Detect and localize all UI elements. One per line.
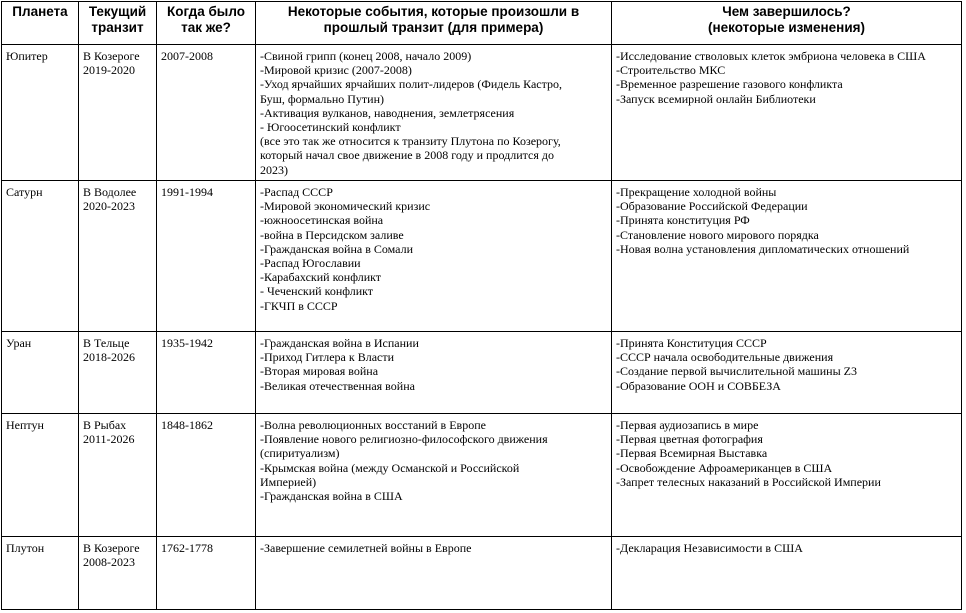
current-transit-cell bbox=[79, 45, 157, 181]
event-line: - Югоосетинский конфликт bbox=[260, 120, 401, 135]
event-line: -ГКЧП в СССР bbox=[260, 298, 338, 313]
transit-years: 2011-2026 bbox=[83, 432, 135, 447]
result-line: -Становление нового мирового порядка bbox=[616, 227, 819, 242]
result-line: -Запрет телесных наказаний в Российской Империи bbox=[616, 474, 881, 489]
result-line: -Прекращение холодной войны bbox=[616, 185, 777, 199]
events-cell bbox=[256, 45, 612, 181]
planet-name: Плутон bbox=[6, 541, 45, 555]
transit-years: 2008-2023 bbox=[83, 555, 135, 570]
results-cell bbox=[612, 537, 962, 610]
event-line: (спиритуализм) bbox=[260, 446, 340, 461]
result-line: -Освобождение Афроамериканцев в США bbox=[616, 460, 833, 475]
planet-cell bbox=[2, 45, 79, 181]
event-line: -Волна революционных восстаний в Европе bbox=[260, 418, 486, 432]
result-line: -Строительство МКС bbox=[616, 63, 726, 78]
event-line: -Распад Югославии bbox=[260, 256, 361, 271]
events-cell bbox=[256, 414, 612, 537]
event-line: -Великая отечественная война bbox=[260, 378, 415, 393]
event-line: Буш, формально Путин) bbox=[260, 91, 385, 106]
events-cell bbox=[256, 181, 612, 332]
table-row bbox=[2, 332, 962, 414]
past-years: 1935-1942 bbox=[161, 336, 213, 350]
result-line: -Создание первой вычислительной машины Z3 bbox=[616, 364, 857, 379]
past-years: 2007-2008 bbox=[161, 49, 213, 63]
event-line: -Карабахский конфликт bbox=[260, 270, 382, 285]
transit-years: 2019-2020 bbox=[83, 63, 135, 78]
transit-sign: В Рыбах bbox=[83, 418, 127, 432]
header-row bbox=[2, 2, 962, 45]
past-transit-cell bbox=[157, 414, 256, 537]
events-cell bbox=[256, 332, 612, 414]
event-line: -Вторая мировая война bbox=[260, 364, 379, 379]
event-line: -Завершение семилетней войны в Европе bbox=[260, 541, 472, 555]
header-events: Некоторые события, которые произошли в прошлый транзит (для примера) bbox=[256, 2, 612, 45]
results-cell bbox=[612, 45, 962, 181]
event-line: -Свиной грипп (конец 2008, начало 2009) bbox=[260, 49, 472, 63]
result-line: -Временное разрешение газового конфликта bbox=[616, 77, 843, 92]
results-cell bbox=[612, 332, 962, 414]
event-line: который начал свое движение в 2008 году и продлится до bbox=[260, 148, 554, 163]
event-line: -Гражданская война в Сомали bbox=[260, 241, 414, 256]
result-line: -СССР начала освободительные движения bbox=[616, 350, 834, 365]
result-line: -Образование Российской Федерации bbox=[616, 199, 808, 214]
event-line: -Мировой кризис (2007-2008) bbox=[260, 63, 412, 78]
transit-sign: В Козероге bbox=[83, 541, 140, 555]
transit-years: 2020-2023 bbox=[83, 199, 135, 214]
current-transit-cell bbox=[79, 537, 157, 610]
header-planet: Планета bbox=[2, 2, 79, 45]
table-row bbox=[2, 537, 962, 610]
event-line: (все это так же относится к транзиту Плутона по Козерогу, bbox=[260, 134, 561, 149]
event-line: -война в Персидском заливе bbox=[260, 227, 404, 242]
past-transit-cell bbox=[157, 332, 256, 414]
past-transit-cell bbox=[157, 45, 256, 181]
events-cell bbox=[256, 537, 612, 610]
result-line: -Новая волна установления дипломатических отношений bbox=[616, 241, 910, 256]
past-years: 1762-1778 bbox=[161, 541, 213, 555]
past-transit-cell bbox=[157, 537, 256, 610]
current-transit-cell bbox=[79, 332, 157, 414]
event-line: -Приход Гитлера к Власти bbox=[260, 350, 395, 365]
result-line: -Декларация Независимости в США bbox=[616, 541, 803, 555]
result-line: -Первая цветная фотография bbox=[616, 432, 763, 447]
event-line: -Появление нового религиозно-философского движения bbox=[260, 432, 548, 447]
planet-name: Сатурн bbox=[6, 185, 43, 199]
result-line: -Первая аудиозапись в мире bbox=[616, 418, 759, 432]
header-transit: Текущий транзит bbox=[79, 2, 157, 45]
result-line: -Первая Всемирная Выставка bbox=[616, 446, 768, 461]
result-line: -Исследование стволовых клеток эмбриона человека в США bbox=[616, 49, 926, 63]
event-line: -Гражданская война в Испании bbox=[260, 336, 419, 350]
event-line: -Распад СССР bbox=[260, 185, 333, 199]
past-years: 1991-1994 bbox=[161, 185, 213, 199]
transit-sign: В Тельце bbox=[83, 336, 130, 350]
result-line: -Образование ООН и СОВБЕЗА bbox=[616, 378, 781, 393]
event-line: Империей) bbox=[260, 474, 317, 489]
planet-name: Юпитер bbox=[6, 49, 48, 63]
header-years: Когда было так же? bbox=[157, 2, 256, 45]
current-transit-cell bbox=[79, 181, 157, 332]
current-transit-cell bbox=[79, 414, 157, 537]
planet-cell bbox=[2, 537, 79, 610]
event-line: -Крымская война (между Османской и Российской bbox=[260, 460, 520, 475]
result-line: -Запуск всемирной онлайн Библиотеки bbox=[616, 91, 816, 106]
planet-cell bbox=[2, 414, 79, 537]
transit-sign: В Водолее bbox=[83, 185, 137, 199]
transits-table bbox=[1, 1, 962, 610]
event-line: -Гражданская война в США bbox=[260, 489, 403, 504]
transit-sign: В Козероге bbox=[83, 49, 140, 63]
past-years: 1848-1862 bbox=[161, 418, 213, 432]
planet-name: Нептун bbox=[6, 418, 44, 432]
result-line: -Принята Конституция СССР bbox=[616, 336, 767, 350]
result-line: -Принята конституция РФ bbox=[616, 213, 750, 228]
planet-name: Уран bbox=[6, 336, 32, 350]
event-line: -Активация вулканов, наводнения, землетрясения bbox=[260, 105, 515, 120]
results-cell bbox=[612, 181, 962, 332]
planet-cell bbox=[2, 181, 79, 332]
event-line: -Уход ярчайших ярчайших полит-лидеров (Фидель Кастро, bbox=[260, 77, 563, 92]
table-row bbox=[2, 181, 962, 332]
results-cell bbox=[612, 414, 962, 537]
transit-years: 2018-2026 bbox=[83, 350, 135, 365]
header-results: Чем завершилось? (некоторые изменения) bbox=[612, 2, 962, 45]
event-line: - Чеченский конфликт bbox=[260, 284, 374, 299]
event-line: -южноосетинская война bbox=[260, 213, 384, 228]
event-line: 2023) bbox=[260, 162, 288, 177]
table-row bbox=[2, 414, 962, 537]
planet-cell bbox=[2, 332, 79, 414]
table-row bbox=[2, 45, 962, 181]
event-line: -Мировой экономический кризис bbox=[260, 199, 431, 214]
past-transit-cell bbox=[157, 181, 256, 332]
